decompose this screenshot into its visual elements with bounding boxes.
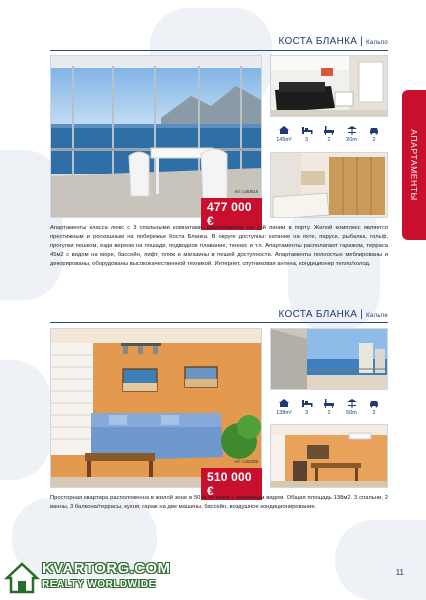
living-room-image — [51, 329, 262, 488]
feature-bathrooms — [319, 125, 339, 143]
feature-terrace-value: 50m — [346, 410, 357, 416]
listing2-description: Просторная квартира расположенна в жилой зоне в 50 м от моря с шикарным видом. Общая площадь 138м2. 3 спальни, 2 ванны, 3 балкона/террасы, кухня, гараж на две машины, бассейн, воздушное кондиционирование. — [50, 495, 388, 510]
bg-shape — [0, 360, 50, 480]
listing2-balcony-photo — [270, 328, 388, 390]
feature-bedrooms — [297, 125, 317, 143]
terrace-icon — [346, 398, 358, 408]
bath-icon — [323, 398, 335, 408]
page-number: 11 — [395, 568, 404, 577]
listing2-main-photo — [50, 328, 262, 488]
listing2-header-rule — [50, 322, 388, 323]
feature-terrace-value: 20m — [346, 137, 357, 143]
listing1-header-rule — [50, 50, 388, 51]
feature-bedrooms-value: 3 — [304, 410, 309, 416]
parking-icon — [368, 398, 380, 408]
listing2-dining-photo — [270, 424, 388, 488]
listing1-living-photo — [270, 55, 388, 117]
listing1-description: Апартаменты класса люкс с 3 спальными комнатами, расположены на 1ой линии в порту. Жилой комплекс является престижным и роскошным на побережье Коста Бланка. В округе доступны: катание на яхте, парусе, рыбалка, гольф, прогулки пешком, езда верхом на лошади, подводное плавание, теннис и т.п. Апартаменты располагают гаражом, террасa 45м2 с видом на море, бассейн, лифт, пляж и магазины в пешей доступности. Апартаменты полностью меблированы и декорированы, оборудованы высококачественной техникой. Интернет, спутниковая антена, кондиционер тепло/холод. — [50, 225, 388, 267]
feature-area — [274, 125, 294, 143]
listing1-bedroom-photo — [270, 152, 388, 218]
feature-parking-value: 2 — [372, 137, 376, 143]
parking-icon — [368, 125, 380, 135]
bed-icon — [301, 398, 313, 408]
bath-icon — [323, 125, 335, 135]
listing1-title: КОСТА БЛАНКА — [278, 36, 358, 47]
living-room-image — [271, 56, 388, 117]
balcony-sea-view-image — [51, 56, 262, 218]
logo-main-text: KVARTORG.COM — [42, 560, 171, 577]
bg-shape — [335, 520, 426, 600]
listing2-title: КОСТА БЛАНКА — [278, 309, 358, 320]
home-icon — [278, 125, 290, 135]
listing2-city: Кальпе — [366, 313, 388, 319]
bed-icon — [301, 125, 313, 135]
listing1-main-photo — [50, 55, 262, 218]
feature-bathrooms — [319, 398, 339, 416]
listing2-features — [274, 398, 384, 416]
feature-bathrooms-value: 2 — [327, 137, 331, 143]
feature-bedrooms — [297, 398, 317, 416]
feature-parking-value: 2 — [372, 410, 376, 416]
bedroom-image — [271, 153, 388, 218]
feature-terrace — [342, 125, 362, 143]
listing2-separator: | — [360, 309, 364, 320]
feature-terrace — [342, 398, 362, 416]
listing1-city: Кальпо — [366, 40, 388, 46]
house-logo-icon — [4, 561, 40, 595]
category-tab — [402, 90, 426, 240]
brand-logo — [2, 557, 182, 597]
feature-area-value: 145m² — [276, 137, 292, 143]
logo-sub-text: REALTY WORLDWIDE — [42, 579, 156, 590]
feature-bedrooms-value: 3 — [304, 137, 309, 143]
terrace-icon — [346, 125, 358, 135]
category-tab-label: АПАРТАМЕНТЫ — [409, 129, 419, 201]
listing2-price: 510 000 € — [207, 470, 252, 498]
feature-area — [274, 398, 294, 416]
feature-parking — [364, 125, 384, 143]
listing2-art-code: Art: cal0286 — [233, 459, 258, 464]
home-icon — [278, 398, 290, 408]
listing1-art-code: Art: cal0815 — [233, 189, 258, 194]
dining-room-image — [271, 425, 388, 488]
listing1-separator: | — [360, 36, 364, 47]
listing1-price: 477 000 € — [207, 200, 252, 228]
listing1-features — [274, 125, 384, 143]
feature-bathrooms-value: 2 — [327, 410, 331, 416]
balcony-view-image — [271, 329, 388, 390]
listing1-header — [279, 36, 388, 47]
listing2-header — [279, 309, 388, 320]
feature-area-value: 138m² — [276, 410, 292, 416]
feature-parking — [364, 398, 384, 416]
